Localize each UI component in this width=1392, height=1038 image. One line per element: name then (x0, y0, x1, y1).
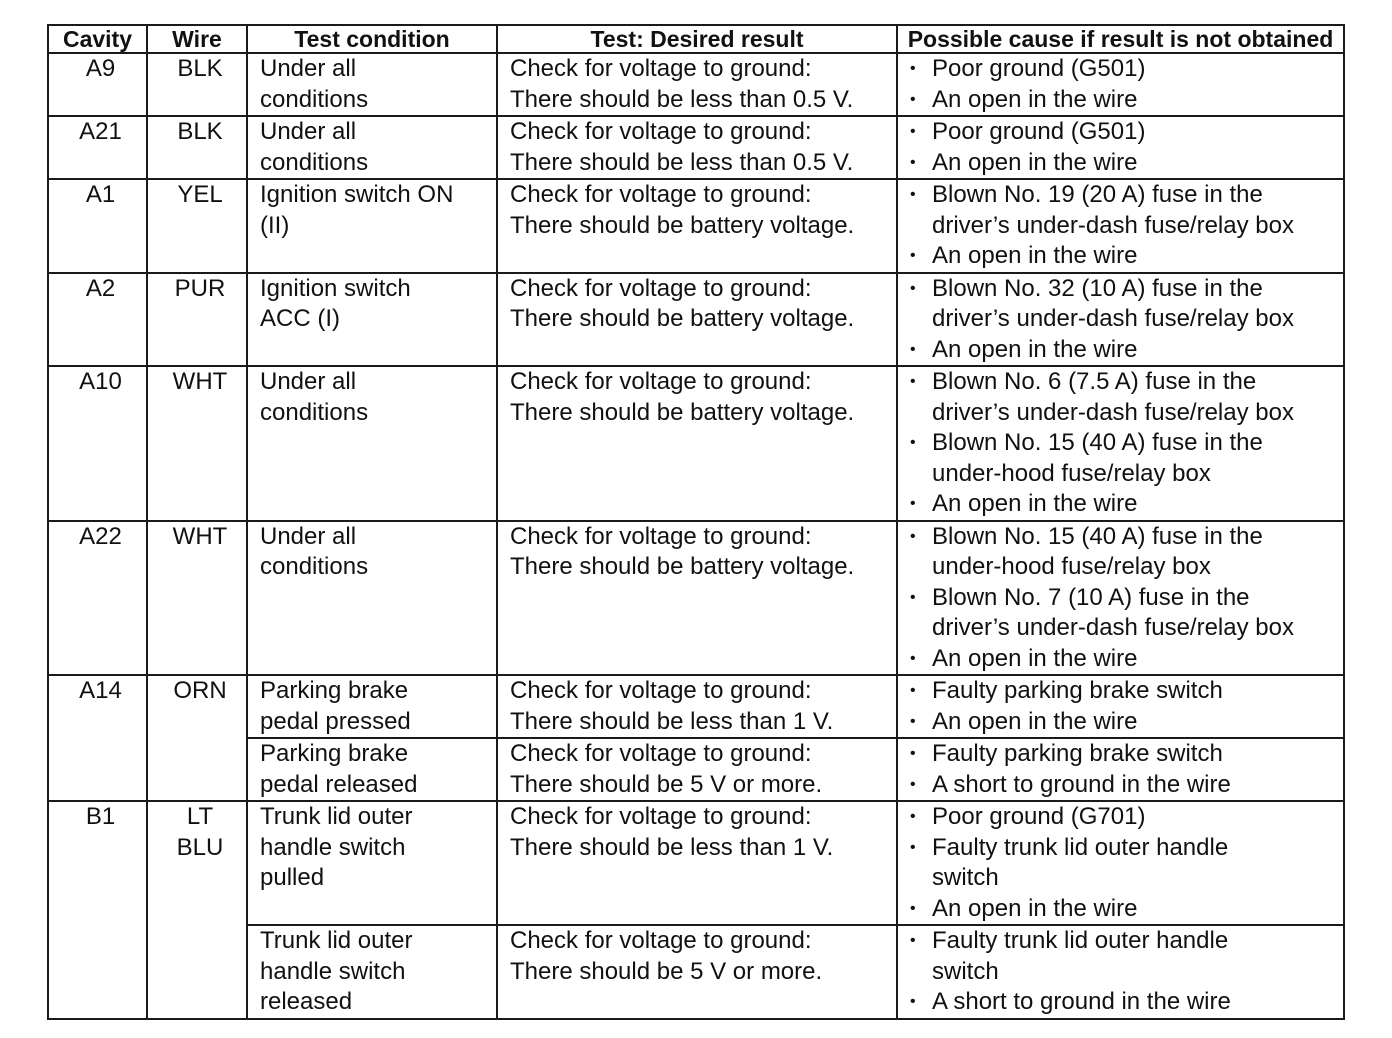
cause-list (910, 274, 1337, 366)
cavity-cell: A9 (48, 53, 147, 116)
table-row (48, 675, 1344, 738)
cause-item: • Poor ground (G501) (910, 117, 1337, 148)
cause-item: • An open in the wire (910, 148, 1337, 179)
header-cavity: Cavity (48, 25, 147, 53)
condition-cell: Under all conditions (247, 116, 497, 179)
cause-list (910, 54, 1337, 115)
table-row (48, 179, 1344, 273)
table-row (48, 116, 1344, 179)
cause-cell (897, 801, 1344, 925)
cause-item: • Blown No. 19 (20 A) fuse in the driver’s under-dash fuse/relay box (910, 180, 1337, 241)
cause-list (910, 739, 1337, 800)
result-cell: Check for voltage to ground: There should be battery voltage. (497, 366, 897, 521)
cause-item: • Blown No. 7 (10 A) fuse in the driver’s under-dash fuse/relay box (910, 583, 1337, 644)
cause-cell (897, 521, 1344, 676)
cause-item: • Faulty trunk lid outer handle switch (910, 926, 1337, 987)
header-possible-cause: Possible cause if result is not obtained (897, 25, 1344, 53)
cause-list (910, 926, 1337, 1018)
table-row (48, 273, 1344, 367)
wire-cell: BLK (147, 53, 247, 116)
table-row (48, 521, 1344, 676)
condition-cell: Parking brake pedal pressed (247, 675, 497, 738)
result-cell: Check for voltage to ground: There should be battery voltage. (497, 179, 897, 273)
cause-cell (897, 366, 1344, 521)
cause-list (910, 522, 1337, 675)
cause-cell (897, 675, 1344, 738)
wire-cell: LT BLU (147, 801, 247, 1019)
condition-cell: Ignition switch ACC (I) (247, 273, 497, 367)
cause-item: • An open in the wire (910, 241, 1337, 272)
cause-list (910, 367, 1337, 520)
cause-cell (897, 179, 1344, 273)
cavity-cell: A1 (48, 179, 147, 273)
wire-cell: PUR (147, 273, 247, 367)
cause-list (910, 676, 1337, 737)
wire-cell: WHT (147, 366, 247, 521)
cause-item: • An open in the wire (910, 489, 1337, 520)
cause-item: • Poor ground (G501) (910, 54, 1337, 85)
wire-cell: BLK (147, 116, 247, 179)
cause-item: • An open in the wire (910, 335, 1337, 366)
result-cell: Check for voltage to ground: There should be battery voltage. (497, 521, 897, 676)
cavity-cell: B1 (48, 801, 147, 1019)
cause-item: • Blown No. 6 (7.5 A) fuse in the driver’s under-dash fuse/relay box (910, 367, 1337, 428)
cause-item: • An open in the wire (910, 707, 1337, 738)
cause-item: • An open in the wire (910, 644, 1337, 675)
cause-cell (897, 925, 1344, 1019)
cause-item: • Blown No. 15 (40 A) fuse in the under-hood fuse/relay box (910, 522, 1337, 583)
cause-cell (897, 273, 1344, 367)
cause-cell (897, 53, 1344, 116)
cause-list (910, 180, 1337, 272)
cavity-cell: A22 (48, 521, 147, 676)
cavity-cell: A21 (48, 116, 147, 179)
table-row (48, 53, 1344, 116)
cause-list (910, 802, 1337, 924)
header-desired-result: Test: Desired result (497, 25, 897, 53)
cavity-cell: A10 (48, 366, 147, 521)
cause-item: • An open in the wire (910, 85, 1337, 116)
header-test-condition: Test condition (247, 25, 497, 53)
table-row (48, 801, 1344, 925)
cause-item: • Poor ground (G701) (910, 802, 1337, 833)
table-row (48, 366, 1344, 521)
result-cell: Check for voltage to ground: There should be less than 0.5 V. (497, 53, 897, 116)
cause-item: • A short to ground in the wire (910, 987, 1337, 1018)
header-row (48, 25, 1344, 53)
condition-cell: Trunk lid outer handle switch pulled (247, 801, 497, 925)
condition-cell: Under all conditions (247, 366, 497, 521)
condition-cell: Under all conditions (247, 521, 497, 676)
diagnostic-table (47, 24, 1345, 1020)
condition-cell: Parking brake pedal released (247, 738, 497, 801)
result-cell: Check for voltage to ground: There should be 5 V or more. (497, 925, 897, 1019)
cavity-cell: A14 (48, 675, 147, 801)
condition-cell: Ignition switch ON (II) (247, 179, 497, 273)
cause-item: • A short to ground in the wire (910, 770, 1337, 801)
result-cell: Check for voltage to ground: There should be 5 V or more. (497, 738, 897, 801)
result-cell: Check for voltage to ground: There should be less than 0.5 V. (497, 116, 897, 179)
cause-item: • Faulty parking brake switch (910, 676, 1337, 707)
cause-item: • An open in the wire (910, 894, 1337, 925)
condition-cell: Under all conditions (247, 53, 497, 116)
cavity-cell: A2 (48, 273, 147, 367)
wire-cell: WHT (147, 521, 247, 676)
cause-item: • Blown No. 15 (40 A) fuse in the under-hood fuse/relay box (910, 428, 1337, 489)
header-wire: Wire (147, 25, 247, 53)
cause-cell (897, 116, 1344, 179)
cause-list (910, 117, 1337, 178)
cause-cell (897, 738, 1344, 801)
cause-item: • Faulty trunk lid outer handle switch (910, 833, 1337, 894)
wire-cell: YEL (147, 179, 247, 273)
wire-cell: ORN (147, 675, 247, 801)
condition-cell: Trunk lid outer handle switch released (247, 925, 497, 1019)
result-cell: Check for voltage to ground: There should be less than 1 V. (497, 801, 897, 925)
cause-item: • Faulty parking brake switch (910, 739, 1337, 770)
cause-item: • Blown No. 32 (10 A) fuse in the driver’s under-dash fuse/relay box (910, 274, 1337, 335)
result-cell: Check for voltage to ground: There should be battery voltage. (497, 273, 897, 367)
result-cell: Check for voltage to ground: There should be less than 1 V. (497, 675, 897, 738)
